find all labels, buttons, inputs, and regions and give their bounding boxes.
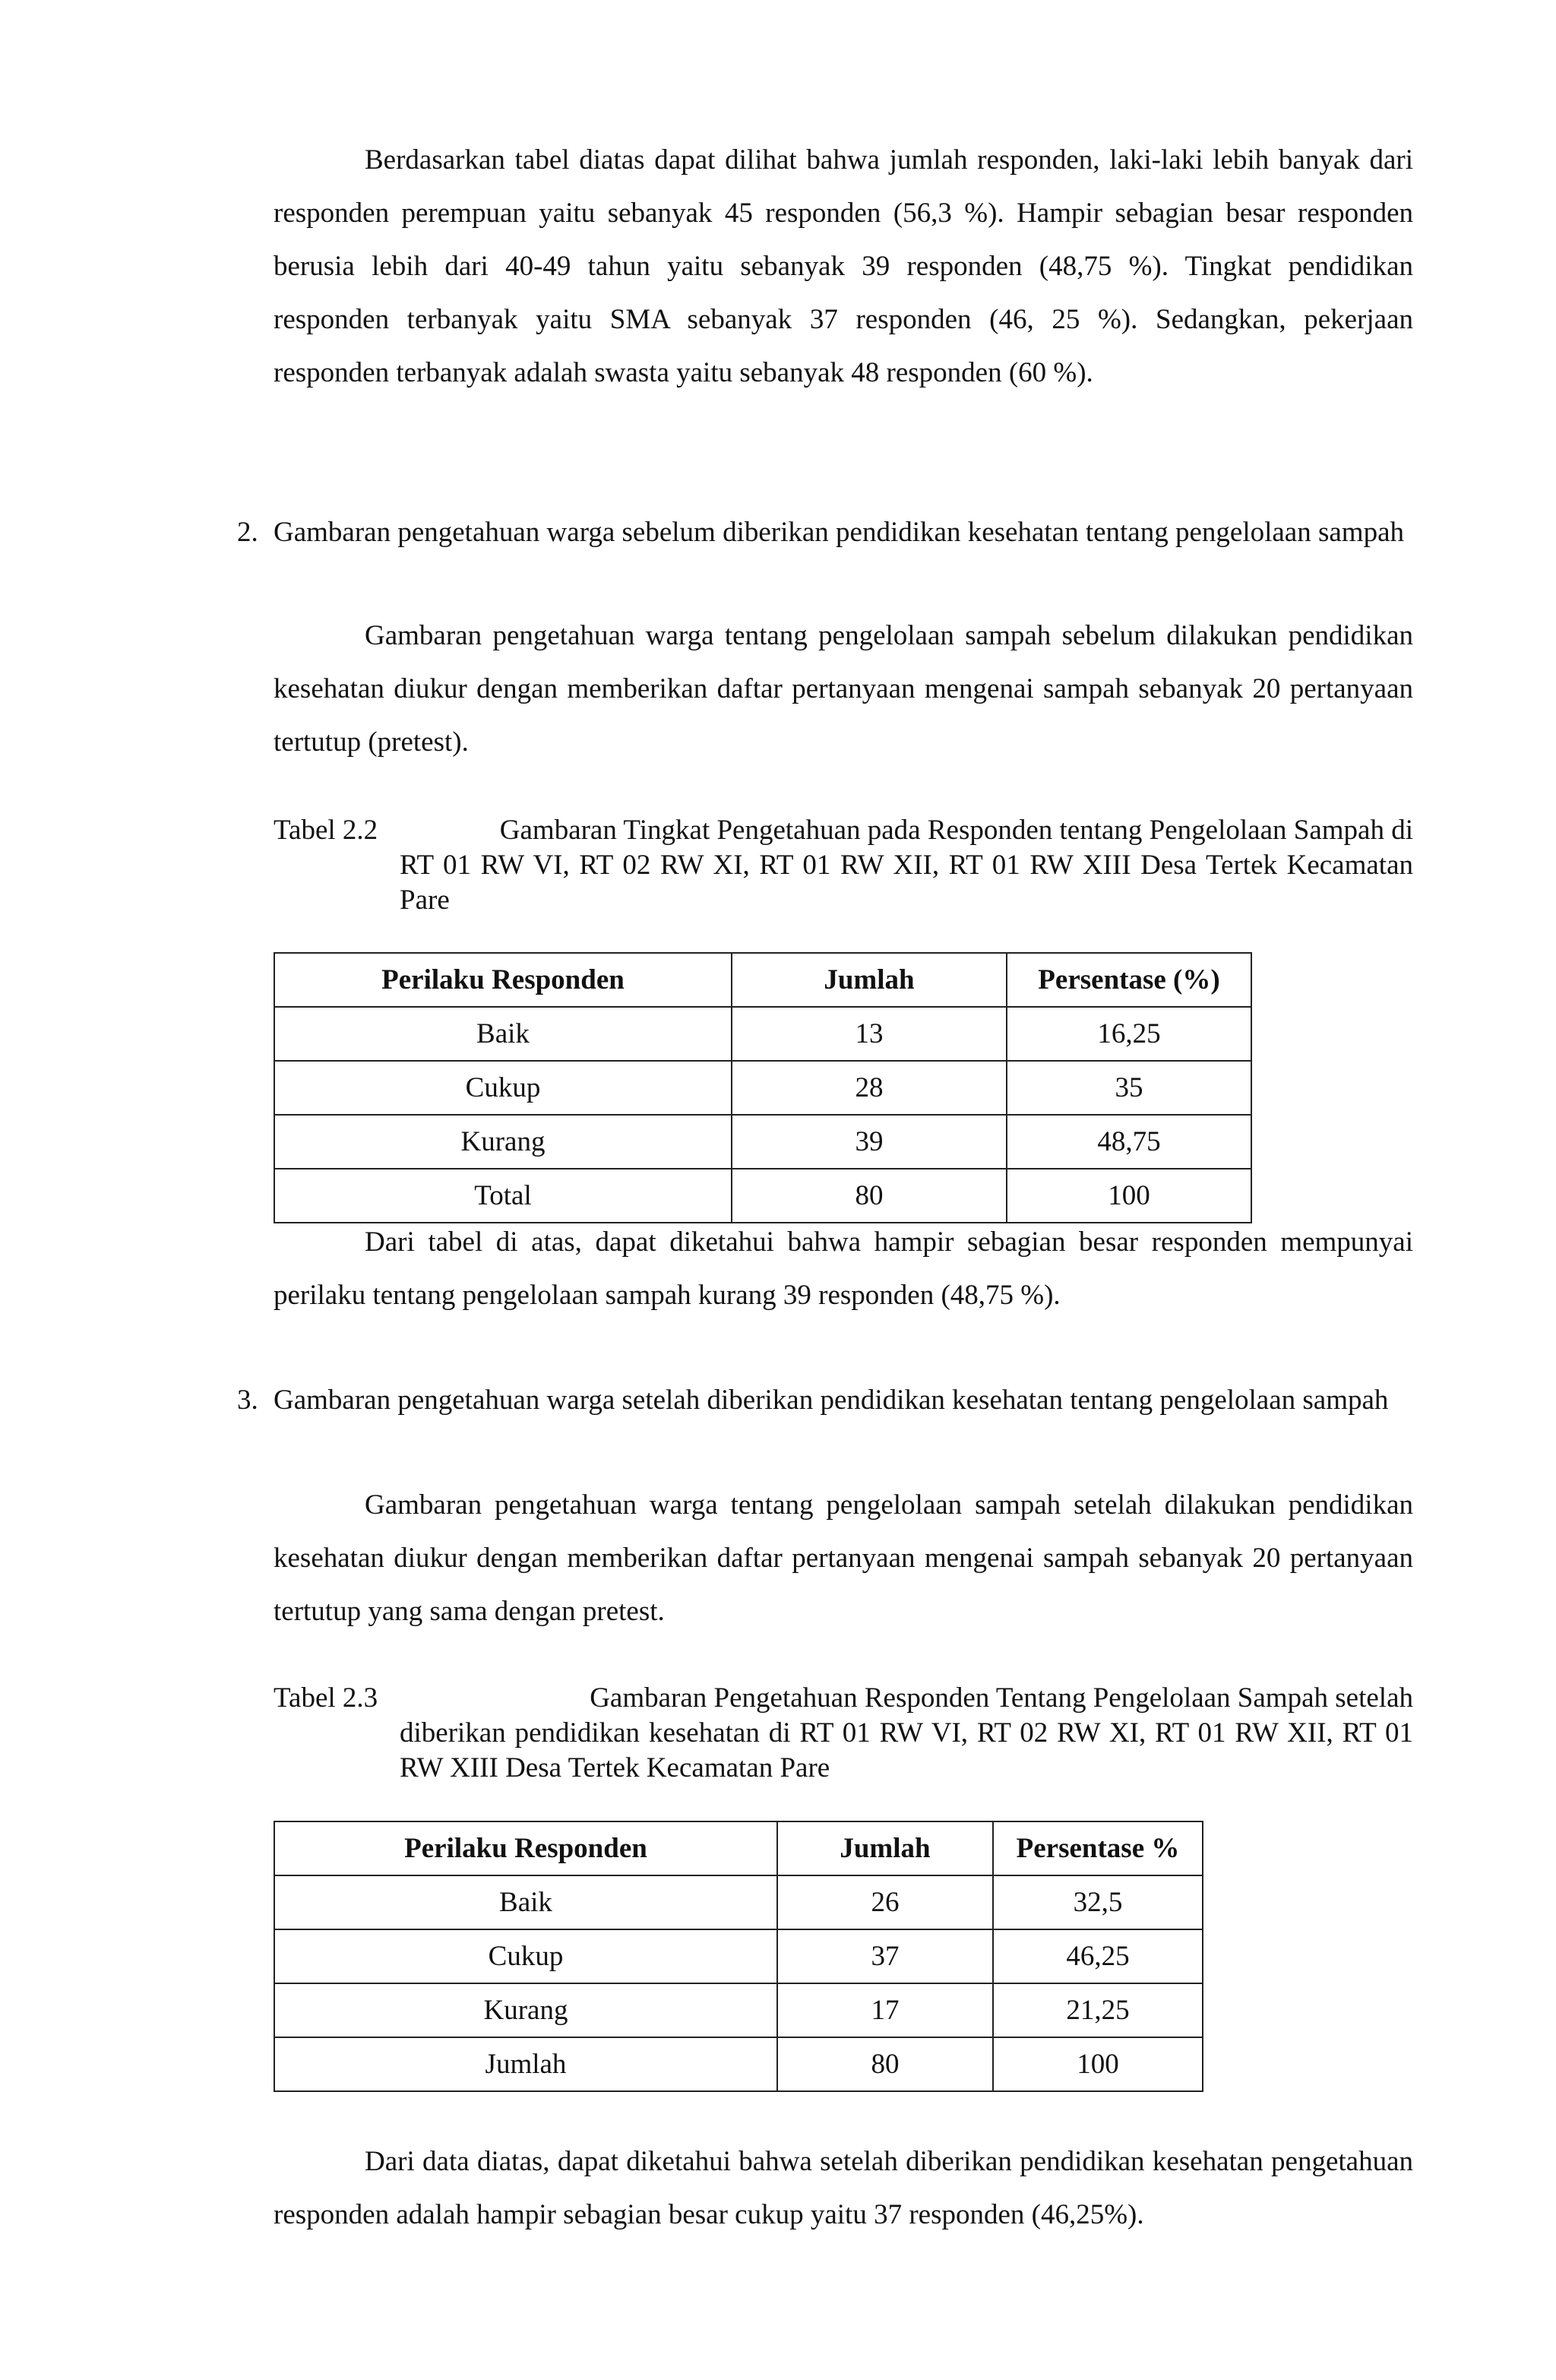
table-cell: 37 [777,1929,993,1983]
section-2-heading-text: Gambaran pengetahuan warga sebelum diberikan pendidikan kesehatan tentang pengelolaan sampah [274,517,1405,548]
table-2-3-caption-rest: diberikan pendidikan kesehatan di RT 01 RW VI, RT 02 RW XI, RT 01 RW XII, RT 01 RW XIII Desa Tertek Kecamatan Pare [400,1717,1413,1783]
table-cell: 80 [777,2037,993,2091]
table-row [274,1115,1251,1169]
intro-paragraph: Berdasarkan tabel diatas dapat dilihat bahwa jumlah responden, laki-laki lebih banyak dari responden perempuan yaitu sebanyak 45 responden (56,3 %). Hampir sebagian besar responden berusia lebih dari 40-49 tahun yaitu sebanyak 39 responden (48,75 %). Tingkat pendidikan responden terbanyak yaitu SMA sebanyak 37 responden (46, 25 %). Sedangkan, pekerjaan responden terbanyak adalah swasta yaitu sebanyak 48 responden (60 %). [274,144,1413,388]
table-header-row [274,953,1251,1007]
table-cell: Kurang [274,1983,777,2037]
table-2-3-caption-label: Tabel 2.3 [274,1682,378,1714]
table-cell: 48,75 [1007,1115,1251,1169]
table-row [274,1929,1203,1983]
table-2-3-caption-first: Gambaran Pengetahuan Responden Tentang Pengelolaan Sampah setelah [590,1682,1413,1714]
table-cell: Cukup [274,1061,732,1115]
header-cell: Perilaku Responden [274,1821,777,1875]
section-2-conclusion: Dari tabel di atas, dapat diketahui bahwa hampir sebagian besar responden mempunyai perilaku tentang pengelolaan sampah kurang 39 responden (48,75 %). [274,1226,1413,1311]
section-3-heading-text: Gambaran pengetahuan warga setelah diberikan pendidikan kesehatan tentang pengelolaan sampah [274,1385,1389,1416]
table-cell: Baik [274,1007,732,1061]
table-cell: 46,25 [993,1929,1203,1983]
table-row [274,1875,1203,1929]
table-row [274,1983,1203,2037]
header-cell: Jumlah [732,953,1007,1007]
table-cell: 26 [777,1875,993,1929]
table-2-3 [274,1821,1203,2092]
table-row [274,1169,1251,1223]
table-cell: Cukup [274,1929,777,1983]
header-cell: Jumlah [777,1821,993,1875]
table-cell: 35 [1007,1061,1251,1115]
table-header-row [274,1821,1203,1875]
table-row [274,2037,1203,2091]
table-2-2-caption [274,813,1413,918]
table-cell: 100 [1007,1169,1251,1223]
table-cell: 21,25 [993,1983,1203,2037]
section-3-conclusion: Dari data diatas, dapat diketahui bahwa setelah diberikan pendidikan kesehatan pengetahuan responden adalah hampir sebagian besar cukup yaitu 37 responden (46,25%). [274,2146,1413,2230]
table-row [274,1061,1251,1115]
table-cell: 16,25 [1007,1007,1251,1061]
table-row [274,1007,1251,1061]
section-2-number: 2. [237,517,258,548]
table-cell: Jumlah [274,2037,777,2091]
section-2-paragraph: Gambaran pengetahuan warga tentang pengelolaan sampah sebelum dilakukan pendidikan kesehatan diukur dengan memberikan daftar pertanyaan mengenai sampah sebanyak 20 pertanyaan tertutup (pretest). [274,620,1413,758]
table-cell: 32,5 [993,1875,1203,1929]
table-2-2 [274,952,1252,1223]
table-cell: 100 [993,2037,1203,2091]
table-cell: Baik [274,1875,777,1929]
header-cell: Perilaku Responden [274,953,732,1007]
table-2-3-caption [274,1681,1413,1786]
table-2-2-caption-first: Gambaran Tingkat Pengetahuan pada Responden tentang Pengelolaan Sampah di [499,815,1413,846]
header-cell: Persentase (%) [1007,953,1251,1007]
table-2-2-caption-rest: RT 01 RW VI, RT 02 RW XI, RT 01 RW XII, RT 01 RW XIII Desa Tertek Kecamatan Pare [400,850,1413,916]
table-cell: Total [274,1169,732,1223]
header-cell: Persentase % [993,1821,1203,1875]
table-cell: 28 [732,1061,1007,1115]
table-cell: Kurang [274,1115,732,1169]
table-cell: 39 [732,1115,1007,1169]
table-cell: 80 [732,1169,1007,1223]
table-cell: 17 [777,1983,993,2037]
section-3-number: 3. [237,1385,258,1416]
table-2-2-caption-label: Tabel 2.2 [274,815,378,846]
section-3-paragraph: Gambaran pengetahuan warga tentang pengelolaan sampah setelah dilakukan pendidikan kesehatan diukur dengan memberikan daftar pertanyaan mengenai sampah sebanyak 20 pertanyaan tertutup yang sama dengan pretest. [274,1489,1413,1627]
table-cell: 13 [732,1007,1007,1061]
